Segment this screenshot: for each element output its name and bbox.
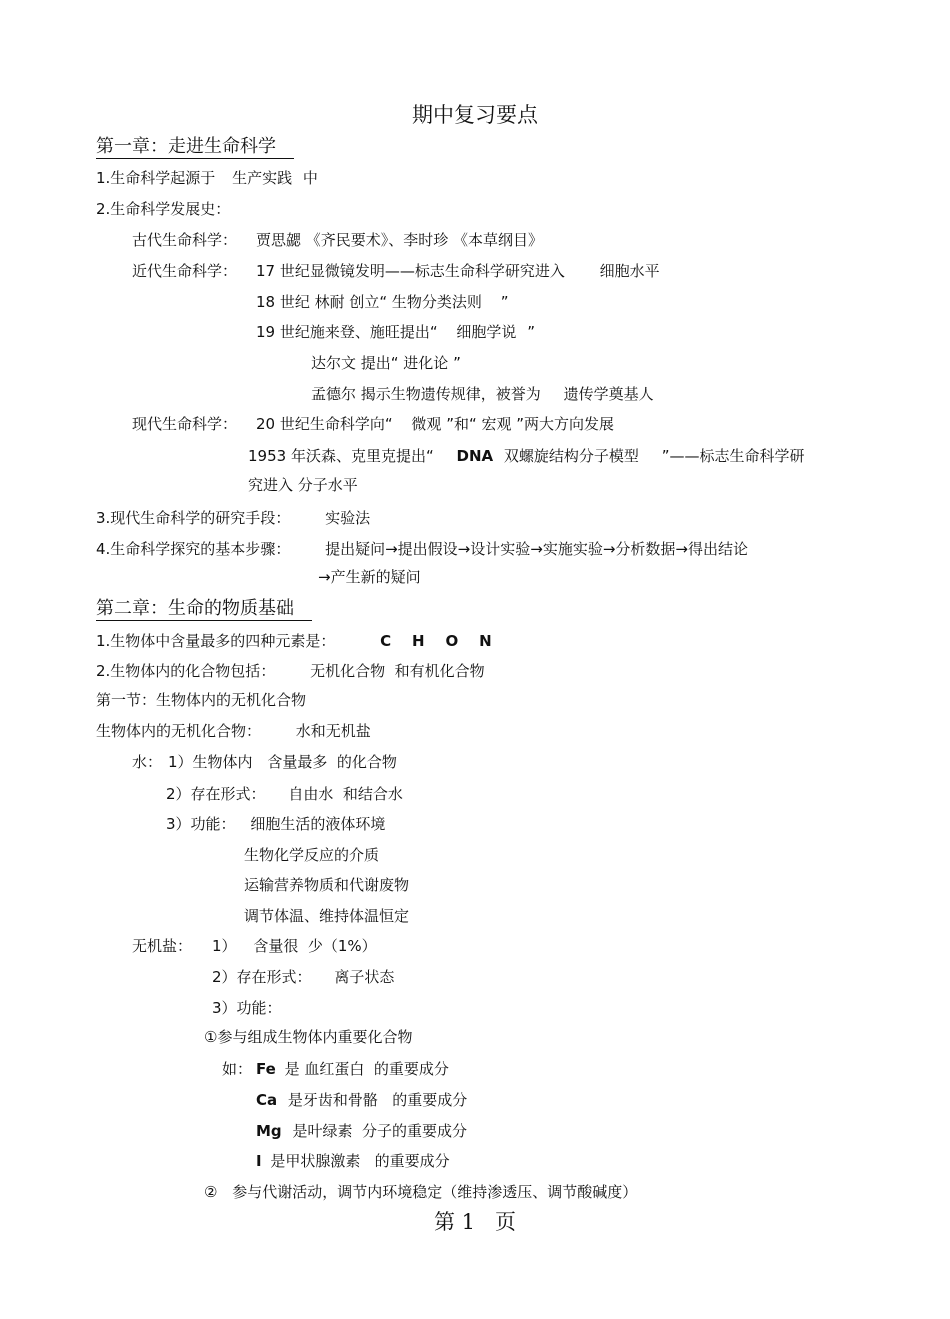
ch1-line3-prefix: 3.现代生命科学的研究手段： [96,509,291,527]
water-item3 [166,814,385,834]
salt-item2-text: 2）存在形式： [212,968,312,986]
salt-example-ca [256,1090,467,1110]
contemporary-line2-model: 双螺旋结构分子模型 [503,447,639,465]
salt-item1-num: 1） [212,937,237,955]
salt-func1: ①参与组成生物体内重要化合物 [204,1028,413,1046]
contemporary-line2 [248,446,804,466]
modern-line5 [311,384,654,404]
inorganic-answer: 水和无机盐 [295,722,371,740]
ch1-line4-answer: 提出疑问→提出假设→设计实验→实施实验→分析数据→得出结论 [325,540,748,558]
contemporary-line3: 究进入 分子水平 [248,476,358,494]
ch1-line3 [96,508,370,528]
contemporary-line2-tail: ”——标志生命科学研 [661,447,805,465]
chapter2-heading: 第二章：生命的物质基础 [96,598,312,621]
modern-line4: 达尔文 提出“ 进化论 ” [311,354,461,372]
modern-line1-answer: 细胞水平 [599,262,660,280]
water-item2-answer: 自由水 和结合水 [288,785,403,803]
modern-line5-text: 孟德尔 揭示生物遗传规律，被誉为 [311,385,541,403]
modern-line1-text: 17 世纪显微镜发明——标志生命科学研究进入 [256,262,565,280]
modern-line1 [256,261,660,281]
ch1-line1-suffix: 中 [302,169,318,187]
ch2-line2-prefix: 2.生物体内的化合物包括： [96,662,276,680]
water-item1-answer: 含量最多 的化合物 [267,753,397,771]
salt-func2-text: 参与代谢活动，调节内环境稳定（维持渗透压、调节酸碱度） [232,1183,638,1201]
modern-line2-close: ” [500,293,509,311]
water-item3-text: 3）功能： [166,815,236,833]
modern-line3-answer: 细胞学说 [456,323,517,341]
modern-label: 近代生命科学： [132,262,238,280]
fe-element: Fe [256,1060,276,1078]
contemporary-line1-answer: 微观 ”和“ 宏观 ”两大方向发展 [411,415,615,433]
salt-item3: 3）功能： [212,999,282,1017]
page-title: 期中复习要点 [412,103,538,127]
water-func2: 生物化学反应的介质 [244,846,380,864]
modern-line2 [256,292,509,312]
ch1-line2: 2.生命科学发展史： [96,200,231,218]
ch1-line1 [96,168,318,188]
contemporary-line2-text: 1953 年沃森、克里克提出“ [248,447,434,465]
contemporary-label: 现代生命科学： [132,415,238,433]
water-func4: 调节体温、维持体温恒定 [244,907,410,925]
ch1-line4 [96,539,748,559]
salt-example-label: 如： [222,1060,253,1078]
ch1-line1-prefix: 1.生命科学起源于 [96,169,216,187]
water-label: 水： [132,753,163,771]
ch2-line2-answer: 无机化合物 和有机化合物 [310,662,485,680]
fe-text: 是 血红蛋白 的重要成分 [284,1060,449,1078]
ch2-line2 [96,661,485,681]
salt-example-mg [256,1121,467,1141]
page-number: 第 1 页 [433,1210,517,1234]
water-item1-text: 1）生物体内 [168,753,253,771]
modern-line3 [256,322,535,342]
ca-text: 是牙齿和骨骼 的重要成分 [287,1091,468,1109]
water-func3: 运输营养物质和代谢废物 [244,876,410,894]
mg-text: 是叶绿素 分子的重要成分 [292,1122,467,1140]
inorganic-prefix: 生物体内的无机化合物： [96,722,262,740]
chapter1-heading: 第一章：走进生命科学 [96,136,294,159]
salt-item1 [212,936,377,956]
salt-label: 无机盐： [132,937,193,955]
water-item3-answer: 细胞生活的液体环境 [250,815,386,833]
ancient-label: 古代生命科学： [132,231,238,249]
contemporary-line2-dna: DNA [456,447,494,465]
mg-element: Mg [256,1122,282,1140]
modern-line3-close: ” [527,323,535,341]
inorganic-line [96,721,371,741]
modern-line5-answer: 遗传学奠基人 [563,385,654,403]
i-text: 是甲状腺激素 的重要成分 [270,1152,450,1170]
salt-example-i [256,1151,450,1171]
salt-example-fe [256,1059,449,1079]
water-item2-text: 2）存在形式： [166,785,266,803]
ch1-line3-answer: 实验法 [325,509,371,527]
ch1-line1-answer: 生产实践 [232,169,293,187]
ch1-line4-cont: →产生新的疑问 [318,568,421,586]
water-item2 [166,784,403,804]
ancient-text: 贾思勰 《齐民要术》、李时珍 《本草纲目》 [256,231,544,249]
i-element: I [256,1152,262,1170]
ch2-line1-prefix: 1.生物体中含量最多的四种元素是： [96,632,336,650]
ch2-line1 [96,631,492,651]
ch1-line4-prefix: 4.生命科学探究的基本步骤： [96,540,291,558]
water-item1 [168,752,397,772]
salt-item2 [212,967,394,987]
section1-heading: 第一节：生物体内的无机化合物 [96,691,307,709]
ch2-line1-answer: C H O N [380,632,492,650]
ca-element: Ca [256,1091,278,1109]
contemporary-line1 [256,414,614,434]
contemporary-line1-text: 20 世纪生命科学向“ [256,415,393,433]
salt-item1-answer: 含量很 少（1%） [253,937,377,955]
salt-func2-num: ② [204,1183,218,1201]
salt-func2 [204,1182,637,1202]
modern-line2-text: 18 世纪 林耐 创立“ 生物分类法则 [256,293,482,311]
salt-item2-answer: 离子状态 [334,968,395,986]
modern-line3-text: 19 世纪施来登、施旺提出“ [256,323,438,341]
